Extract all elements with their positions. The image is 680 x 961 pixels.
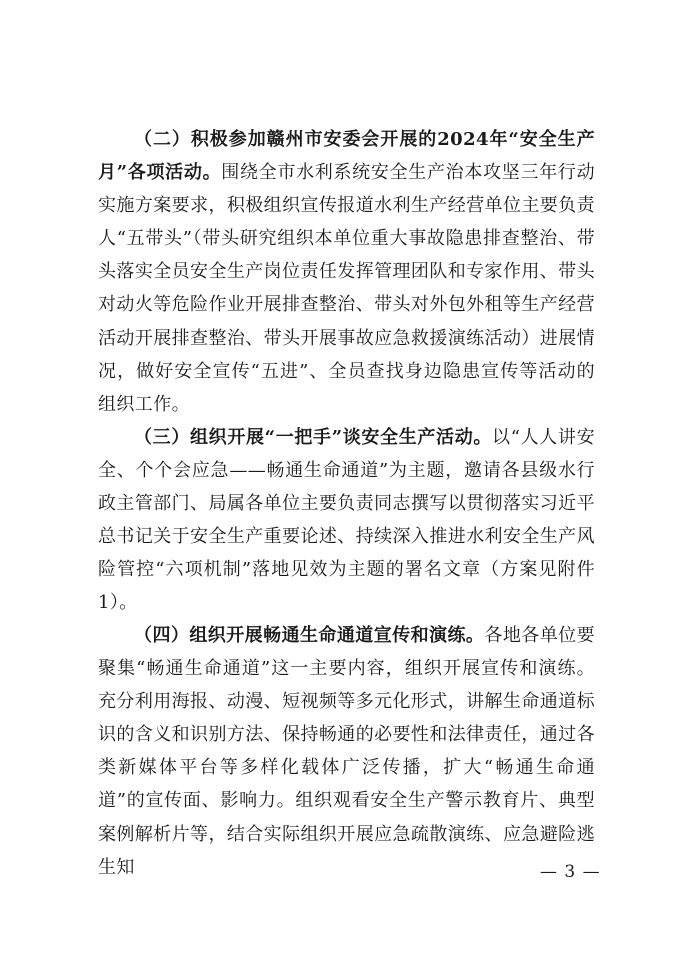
page-number: — 3 —: [540, 862, 601, 882]
section-three-paragraph: [98, 421, 595, 620]
section-three-heading: （三）组织开展“一把手”谈安全生产活动。: [134, 427, 493, 448]
section-two-heading: （二）积极参加赣州市安委会开展的2024年“安全生产月”各项活动。: [98, 129, 595, 184]
section-four-heading: （四）组织开展畅通生命通道宣传和演练。: [134, 625, 485, 646]
section-three-body: 以“人人讲安全、个个会应急——畅通生命通道”为主题，邀请各县级水行政主管部门、局属各单位主要负责同志撰写以贯彻落实习近平总书记关于安全生产重要论述、持续深入推进水利安全生产风险管控“六项机制”落地见效为主题的署名文章（方案见附件1）。: [98, 427, 595, 614]
section-two-body: 围绕全市水利系统安全生产治本攻坚三年行动实施方案要求，积极组织宣传报道水利生产经营单位主要负责人“五带头”（带头研究组织本单位重大事故隐患排查整治、带头落实全员安全生产岗位责任发挥管理团队和专家作用、带头对动火等危险作业开展排查整治、带头对外包外租等生产经营活动开展排查整治、带头开展事故应急救援演练活动）进展情况，做好安全宣传“五进”、全员查找身边隐患宣传等活动的组织工作。: [98, 162, 595, 415]
section-two-paragraph: [98, 123, 595, 421]
section-four-paragraph: [98, 619, 595, 884]
section-four-body: 各地各单位要聚集“畅通生命通道”这一主要内容，组织开展宣传和演练。充分利用海报、动漫、短视频等多元化形式，讲解生命通道标识的含义和识别方法、保持畅通的必要性和法律责任，通过各类新媒体平台等多样化载体广泛传播，扩大“畅通生命通道”的宣传面、影响力。组织观看安全生产警示教育片、典型案例解析片等，结合实际组织开展应急疏散演练、应急避险逃生知: [98, 625, 595, 878]
